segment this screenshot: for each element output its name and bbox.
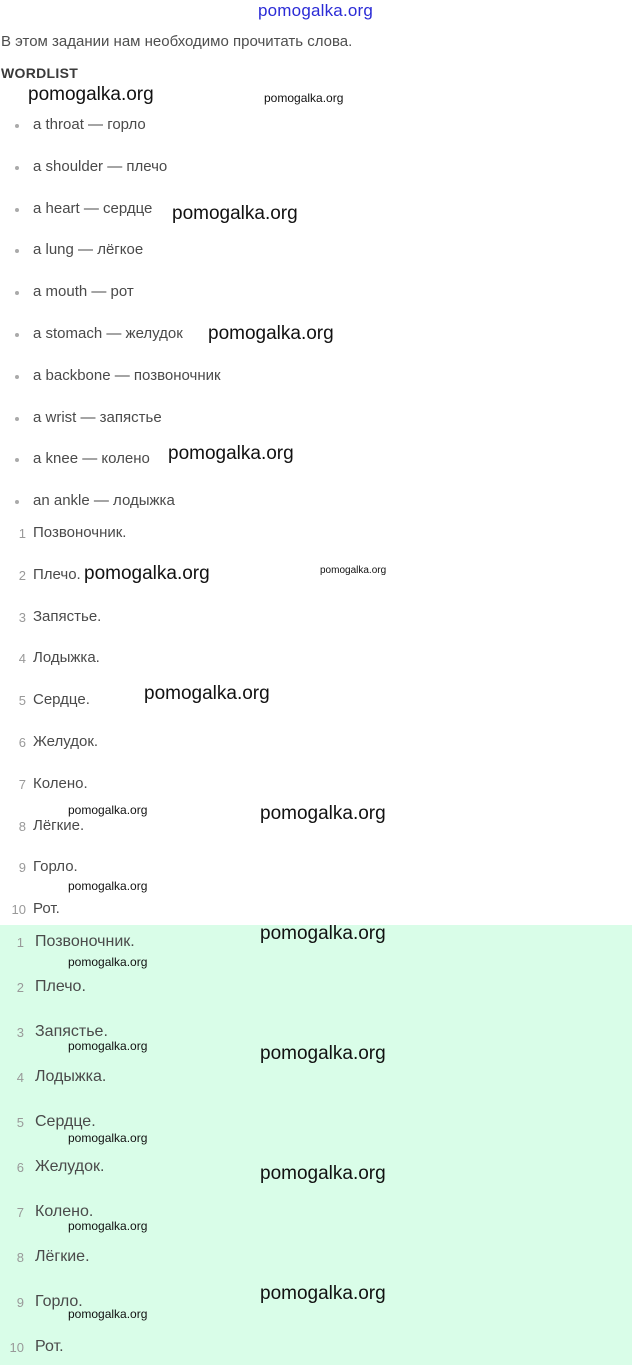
wordlist-item-text: a heart — сердце [33, 199, 153, 217]
answer-item-number: 4 [16, 1070, 24, 1085]
answer-item-text: Плечо. [35, 978, 86, 995]
watermark-text: pomogalka.org [68, 1131, 148, 1145]
task-item-text: Позвоночник. [33, 524, 127, 541]
task-item-text: Рот. [33, 900, 60, 918]
watermark-text: pomogalka.org [264, 91, 344, 105]
watermark-text: pomogalka.org [68, 1039, 148, 1053]
bullet-icon [15, 208, 19, 212]
wordlist-item-text: a knee — колено [33, 450, 150, 468]
bullet-icon [15, 458, 19, 462]
bullet-icon [15, 417, 19, 421]
answer-item-text: Лёгкие. [35, 1248, 90, 1265]
watermark-text: pomogalka.org [68, 955, 148, 969]
bullet-icon [15, 249, 19, 253]
task-item-text: Колено. [33, 774, 88, 792]
task-item-text: Лодыжка. [33, 649, 100, 667]
site-logo[interactable]: pomogalka.org [258, 1, 374, 20]
task-item-text: Желудок. [33, 733, 99, 750]
watermark-text: pomogalka.org [260, 803, 386, 824]
answer-item-number: 3 [16, 1025, 24, 1040]
answer-item-number: 10 [9, 1340, 24, 1355]
task-item-number: 6 [18, 735, 26, 750]
task-item-number: 10 [11, 902, 26, 918]
watermark-text: pomogalka.org [260, 1163, 386, 1184]
bullet-icon [15, 500, 19, 504]
watermark-text: pomogalka.org [260, 1283, 386, 1304]
answer-item-text: Колено. [35, 1203, 94, 1220]
bullet-icon [15, 166, 19, 170]
answer-item-text: Позвоночник. [35, 933, 135, 950]
wordlist-item-text: a wrist — запястье [33, 408, 162, 426]
watermark-text: pomogalka.org [144, 683, 270, 704]
task-item-number: 5 [18, 693, 26, 709]
watermark-text: pomogalka.org [68, 1219, 148, 1233]
task-item-number: 1 [18, 526, 26, 541]
task-item-number: 9 [18, 860, 26, 876]
answer-item-text: Желудок. [35, 1158, 105, 1175]
bullet-icon [15, 333, 19, 337]
watermark-text: pomogalka.org [28, 84, 154, 105]
answer-item-number: 5 [16, 1115, 24, 1130]
answer-item-number: 9 [16, 1295, 24, 1310]
wordlist-heading: WORDLIST [1, 65, 79, 81]
wordlist-item-text: a mouth — рот [33, 283, 134, 301]
watermark-text: pomogalka.org [168, 443, 294, 464]
task-item-number: 8 [18, 818, 26, 834]
answer-item-number: 1 [16, 935, 24, 950]
watermark-text: pomogalka.org [84, 563, 210, 584]
task-item-text: Лёгкие. [33, 816, 85, 834]
answer-item-number: 7 [16, 1205, 24, 1220]
answer-item-number: 8 [16, 1250, 24, 1265]
wordlist-item-text: a stomach — желудок [33, 325, 183, 342]
task-item-number: 3 [18, 609, 26, 625]
wordlist-item-text: a backbone — позвоночник [33, 366, 221, 384]
watermark-text: pomogalka.org [320, 565, 387, 576]
watermark-text: pomogalka.org [172, 203, 298, 224]
task-item-text: Сердце. [33, 691, 90, 709]
task-item-number: 7 [18, 776, 26, 792]
task-item-text: Плечо. [33, 565, 81, 583]
watermark-text: pomogalka.org [208, 323, 334, 344]
watermark-text: pomogalka.org [68, 879, 148, 893]
watermark-text: pomogalka.org [68, 803, 148, 817]
bullet-icon [15, 375, 19, 379]
bullet-icon [15, 124, 19, 128]
task-item-text: Запястье. [33, 607, 102, 625]
intro-text: В этом задании нам необходимо прочитать слова. [1, 33, 353, 50]
watermark-text: pomogalka.org [260, 923, 386, 944]
task-item-number: 2 [18, 567, 26, 583]
wordlist-item-text: an ankle — лодыжка [33, 492, 175, 510]
answer-item-number: 6 [16, 1160, 24, 1175]
watermark-text: pomogalka.org [260, 1043, 386, 1064]
answer-item-text: Запястье. [35, 1023, 108, 1040]
task-item-text: Горло. [33, 858, 78, 876]
wordlist-item-text: a lung — лёгкое [33, 241, 144, 259]
wordlist-item-text: a shoulder — плечо [33, 157, 168, 175]
wordlist-item-text: a throat — горло [33, 116, 146, 133]
answer-item-number: 2 [16, 980, 24, 995]
answer-item-text: Лодыжка. [35, 1068, 107, 1085]
answer-item-text: Рот. [35, 1338, 64, 1355]
bullet-icon [15, 291, 19, 295]
answer-item-text: Горло. [35, 1293, 83, 1310]
answer-item-text: Сердце. [35, 1113, 96, 1130]
watermark-text: pomogalka.org [68, 1307, 148, 1321]
task-item-number: 4 [18, 651, 26, 667]
